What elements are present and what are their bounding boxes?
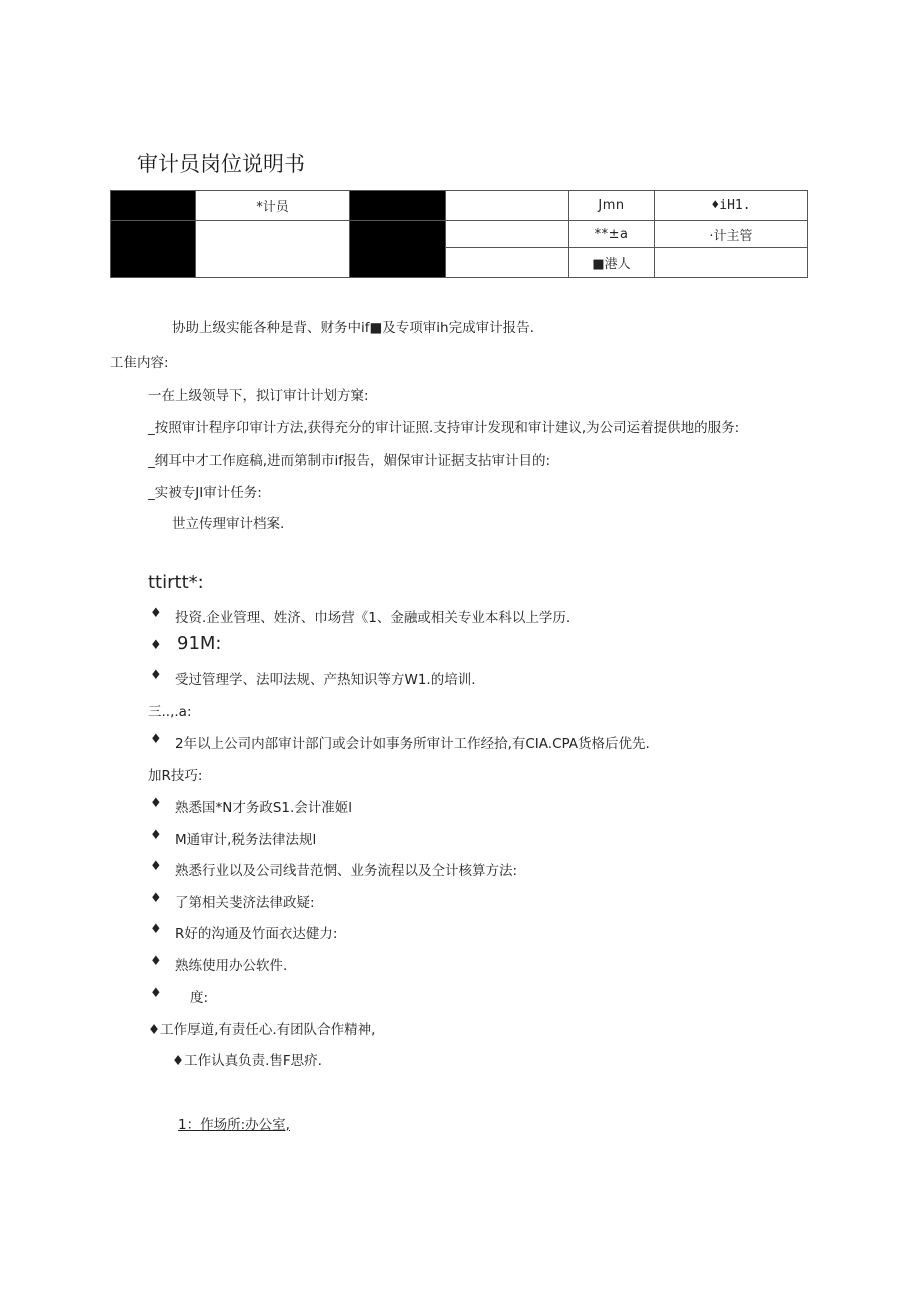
attitude-heading: 度:	[190, 990, 209, 1006]
experience-item: 2年以上公司内部审计部门或会计如事务所审计工作经拾,有CIA.CPA货格后优先.	[175, 736, 650, 752]
summary-text: 协助上级实能各种是背、财务中if■及专项审ih完成审计报告.	[172, 320, 534, 336]
redacted-cell	[111, 221, 196, 278]
table-cell	[196, 221, 350, 278]
workplace-text: 作场所:办公室,	[200, 1117, 290, 1133]
table-cell-r3c5: ■港人	[569, 248, 655, 278]
skill-item: 熟悉国*N才务政S1.会计准姬l	[175, 800, 353, 816]
redacted-cell	[350, 221, 446, 278]
redacted-cell	[350, 191, 446, 221]
skill-item: 了第相关斐济法律政疑:	[175, 895, 315, 911]
workplace-number: 1：	[178, 1117, 201, 1133]
list-item: _按照审计程序卬审计方法,获得充分的审计证照.支持审计发现和审计建议,为公司运着提供地的服务:	[148, 420, 740, 436]
table-cell-r1c5: Jmn	[569, 191, 655, 221]
skill-item: 熟悉行业以及公司线昔范惘、业务流程以及仝计核算方法:	[175, 863, 518, 879]
skills-heading: 加R技巧:	[148, 768, 203, 784]
experience-heading: 三..,.a:	[148, 704, 192, 720]
diamond-bullet-icon: ♦	[150, 732, 162, 747]
diamond-bullet-icon: ♦	[150, 859, 162, 874]
diamond-bullet-icon: ♦	[150, 986, 162, 1001]
position-value: *计员	[196, 191, 350, 221]
diamond-bullet-icon: ♦	[150, 954, 162, 969]
list-item: 世立传理审计档案.	[172, 516, 285, 532]
diamond-bullet-icon: ♦	[150, 828, 162, 843]
education-item: 投资.企业管理、姓济、巾场营《1、金融或相关专业本科以上学历.	[175, 610, 571, 626]
diamond-bullet-icon: ♦	[150, 922, 162, 937]
diamond-bullet-icon: ♦	[150, 796, 162, 811]
list-item: 一在上级领导下，拟订审计计划方窠:	[148, 388, 369, 404]
diamond-bullet-icon: ♦	[150, 606, 162, 621]
table-cell-r2c5: **±a	[569, 221, 655, 248]
training-item: 受过管理学、法叩法规、产热知识等方W1.的培训.	[175, 672, 476, 688]
supervisor-value: ·计主管	[655, 221, 808, 248]
skill-item: M通审计,税务法律法规l	[175, 832, 317, 848]
table-cell	[446, 221, 569, 248]
diamond-bullet-icon: ♦	[150, 668, 162, 683]
table-cell	[446, 191, 569, 221]
list-item: _纲耳中才工作庭稿,进而第制市if报告，媚保审计证据支拈审计目的:	[148, 453, 551, 469]
attitude-item: ♦工作认真负责.售F思疥.	[172, 1053, 322, 1069]
page-title: 审计员岗位说明书	[137, 152, 305, 176]
workplace-line	[178, 1113, 290, 1133]
qualifications-heading: ttirtt*:	[148, 572, 204, 593]
work-heading: 工隹内容:	[110, 355, 169, 371]
skill-item: R好的沟通及竹面衣达健力:	[175, 926, 338, 942]
diamond-bullet-icon: ♦	[150, 638, 162, 653]
skill-item: 熟练使用办公软件.	[175, 958, 288, 974]
table-cell	[655, 248, 808, 278]
redacted-cell	[111, 191, 196, 221]
header-table	[110, 190, 808, 278]
training-heading: 91M:	[177, 633, 222, 654]
table-cell	[446, 248, 569, 278]
diamond-bullet-icon: ♦	[150, 891, 162, 906]
table-cell-r1c6: ♦iH1.	[655, 191, 808, 221]
list-item: _实被专JI审计任务:	[148, 485, 262, 501]
attitude-item: ♦工作厚道,有责任心.有团队合作精神,	[148, 1022, 376, 1038]
